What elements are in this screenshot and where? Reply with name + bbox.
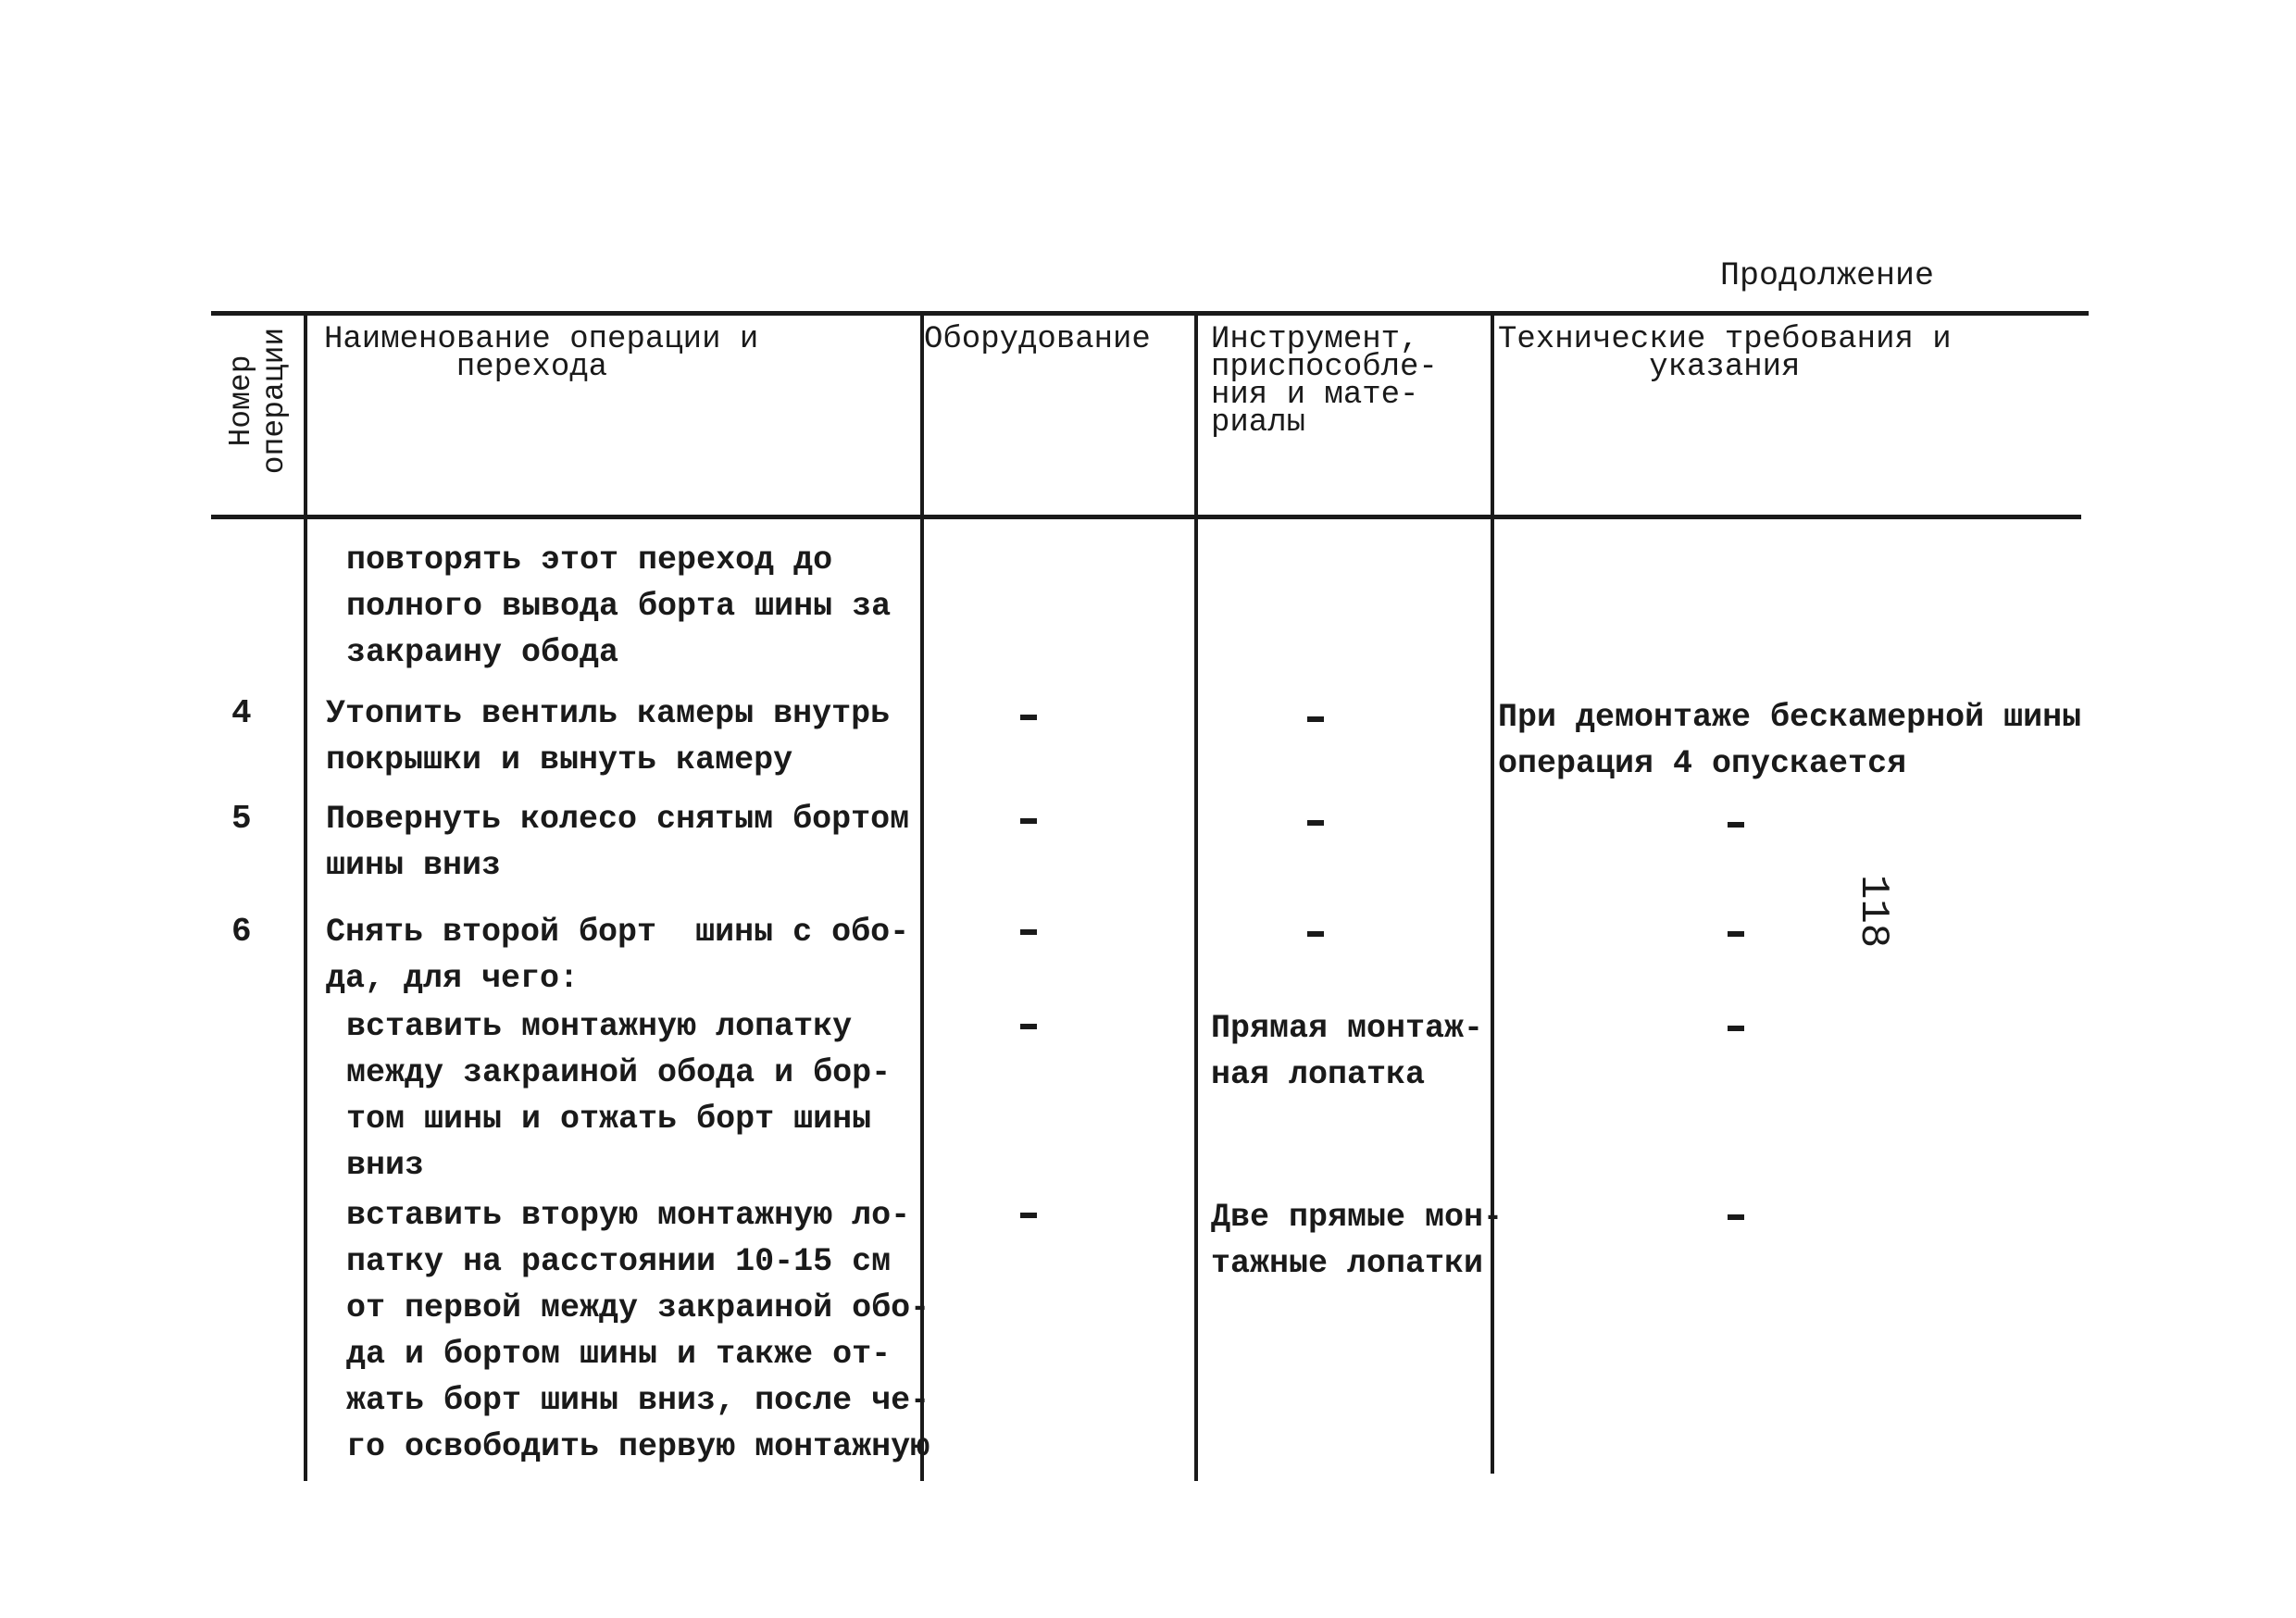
row-6b-name: вставить вторую монтажную ло- патку на расстоянии 10-15 см от первой между закраиной обо- да и бортом шины и также от- жать борт шины вниз, после че- го освободить первую монтажную [346, 1197, 930, 1465]
row-6a-requirements-dash [1728, 1026, 1744, 1031]
continuation-label: Продолжение [1720, 257, 1935, 294]
header-requirements: Технические требования и указания [1498, 322, 1952, 385]
row-6-name: Снять второй борт шины с обо- да, для чего: [326, 914, 910, 997]
row-6a-name: вставить монтажную лопатку между закраиной обода и бор- том шины и отжать борт шины вниз [346, 1008, 892, 1184]
header-equipment: Оборудование [924, 322, 1151, 357]
row-6b-equipment-dash [1020, 1213, 1037, 1218]
row-5-requirements-dash [1728, 822, 1744, 828]
header-bottom-rule [211, 515, 2081, 519]
row-6a-tools: Прямая монтаж- ная лопатка [1211, 1010, 1484, 1093]
row-6-equipment-dash [1020, 929, 1037, 935]
table-top-rule [211, 311, 2089, 316]
col-divider-1 [304, 311, 307, 1481]
row-6b-requirements-dash [1728, 1214, 1744, 1220]
row-4-requirements: При демонтаже бескамерной шины операция 4 опускается [1498, 699, 2082, 782]
row-cont-name: повторять этот переход до полного вывода борта шины за закраину обода [346, 541, 892, 671]
row-5-tools-dash [1307, 820, 1324, 826]
col-divider-4 [1491, 311, 1494, 1474]
row-6-number: 6 [231, 913, 252, 951]
row-4-number: 4 [231, 694, 252, 732]
header-operation-name: Наименование операции и перехода [324, 322, 759, 385]
row-4-equipment-dash [1020, 715, 1037, 720]
row-6a-equipment-dash [1020, 1024, 1037, 1029]
row-6-requirements-dash [1728, 931, 1744, 937]
header-op-number: Номер операции [224, 327, 292, 475]
col-divider-3 [1194, 311, 1198, 1481]
row-4-tools-dash [1307, 716, 1324, 722]
row-6b-tools: Две прямые мон- тажные лопатки [1211, 1199, 1504, 1282]
row-4-name: Утопить вентиль камеры внутрь покрышки и вынуть камеру [326, 695, 891, 778]
row-5-equipment-dash [1020, 818, 1037, 824]
row-5-number: 5 [231, 800, 252, 838]
row-6-tools-dash [1307, 931, 1324, 937]
header-tools: Инструмент, приспособле- ния и мате- риалы [1211, 322, 1438, 441]
row-5-name: Повернуть колесо снятым бортом шины вниз [326, 801, 910, 884]
page-number: 118 [1850, 875, 1896, 949]
